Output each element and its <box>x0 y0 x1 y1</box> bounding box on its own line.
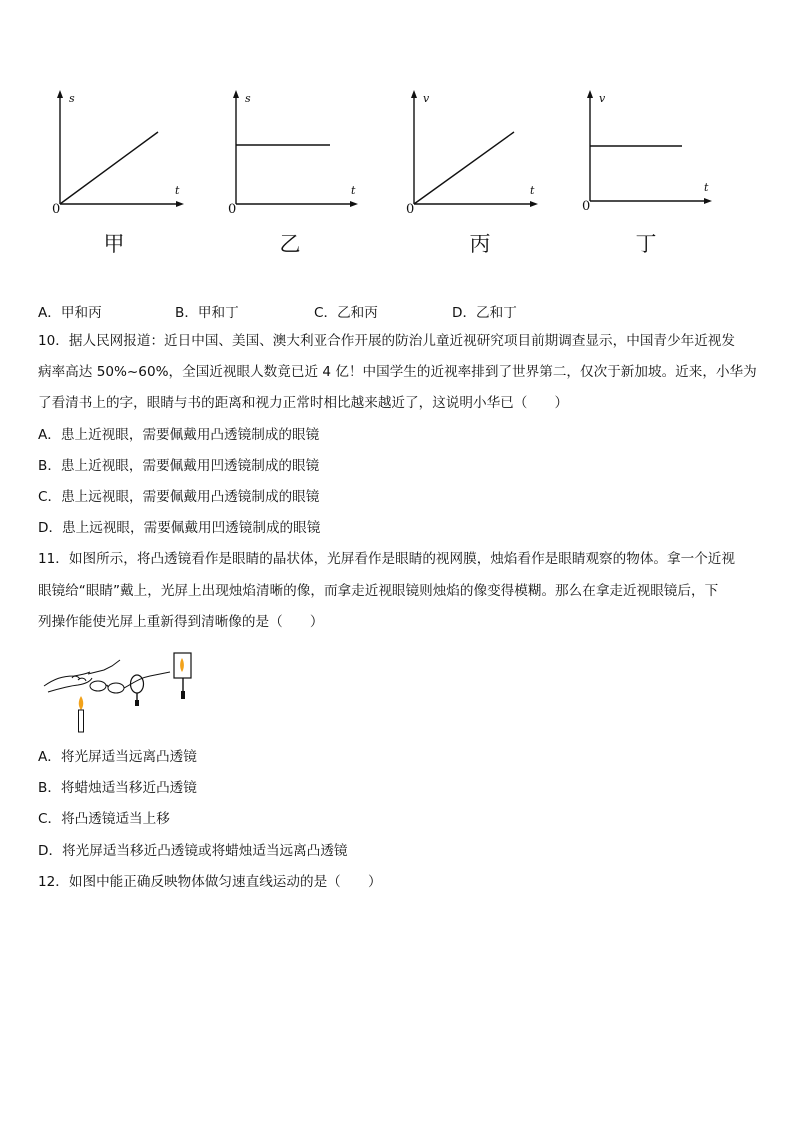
q10-stem-line-2: 病率高达 50%~60%，全国近视眼人数竟已近 4 亿！中国学生的近视率排到了世界第二，仅次于新加坡。近来，小华为 <box>38 364 757 380</box>
q10-stem-line-3: 了看清书上的字，眼睛与书的距离和视力正常时相比越来越近了，这说明小华已（ ） <box>38 395 569 411</box>
q11-option-a: A．将光屏适当远离凸透镜 <box>38 749 197 765</box>
graph-jia <box>48 88 198 258</box>
graph-ding-caption: 丁 <box>635 232 657 256</box>
glasses-arm <box>88 660 120 674</box>
candle-icon <box>79 710 84 732</box>
q10-option-d: D．患上远视眼，需要佩戴用凹透镜制成的眼镜 <box>38 520 321 536</box>
q11-stem-line-2: 眼镜给“眼睛”戴上，光屏上出现烛焰清晰的像，而拿走近视眼镜则烛焰的像变得模糊。那么在拿走近视眼镜后，下 <box>38 583 719 599</box>
convex-lens-icon <box>131 675 144 693</box>
graph-yi-origin: 0 <box>228 202 237 217</box>
graph-jia-y-label: s <box>69 92 75 105</box>
graph-jia-axes <box>48 88 198 218</box>
q10-stem-line-1: 10．据人民网报道：近日中国、美国、澳大利亚合作开展的防治儿童近视研究项目前期调查显示，中国青少年近视发 <box>38 333 735 349</box>
graph-bing <box>402 88 552 258</box>
graph-ding-origin: 0 <box>582 199 591 214</box>
graph-bing-line <box>414 132 514 204</box>
q9-option-d: D．乙和丁 <box>452 305 517 321</box>
q11-option-c: C．将凸透镜适当上移 <box>38 811 170 827</box>
q10-option-a: A．患上近视眼，需要佩戴用凸透镜制成的眼镜 <box>38 427 320 443</box>
q11-stem-line-3: 列操作能使光屏上重新得到清晰像的是（ ） <box>38 614 324 630</box>
q11-option-d: D．将光屏适当移近凸透镜或将蜡烛适当远离凸透镜 <box>38 843 348 859</box>
graph-ding-axes <box>578 88 728 218</box>
q11-option-b: B．将蜡烛适当移近凸透镜 <box>38 780 197 796</box>
graph-bing-y-label: v <box>423 92 430 105</box>
q9-option-b: B．甲和丁 <box>175 305 239 321</box>
eyeglass-lens-left <box>90 681 106 691</box>
graph-bing-x-label: t <box>530 184 535 197</box>
graph-jia-caption: 甲 <box>103 232 125 256</box>
graph-yi-x-label: t <box>351 184 356 197</box>
optics-figure-drawing <box>40 648 210 738</box>
candle-flame-icon <box>79 696 84 710</box>
graph-yi <box>224 88 374 258</box>
graph-jia-line <box>60 132 158 204</box>
q9-option-c: C．乙和丙 <box>314 305 378 321</box>
graph-yi-caption: 乙 <box>279 232 301 256</box>
graph-ding-y-label: v <box>599 92 606 105</box>
graph-ding <box>578 88 728 258</box>
q10-option-b: B．患上近视眼，需要佩戴用凹透镜制成的眼镜 <box>38 458 320 474</box>
graph-jia-origin: 0 <box>52 202 61 217</box>
graph-bing-axes <box>402 88 552 218</box>
graph-jia-x-label: t <box>175 184 180 197</box>
eyeglass-lens-right <box>108 683 124 693</box>
q11-stem-line-1: 11．如图所示，将凸透镜看作是眼睛的晶状体，光屏看作是眼睛的视网膜，烛焰看作是眼睛观察的物体。拿一个近视 <box>38 551 735 567</box>
q12-stem: 12．如图中能正确反映物体做匀速直线运动的是（ ） <box>38 874 382 890</box>
q10-option-c: C．患上远视眼，需要佩戴用凸透镜制成的眼镜 <box>38 489 320 505</box>
graph-yi-axes <box>224 88 374 218</box>
graph-yi-y-label: s <box>245 92 251 105</box>
graph-bing-origin: 0 <box>406 202 415 217</box>
q9-option-a: A．甲和丙 <box>38 305 102 321</box>
graph-ding-x-label: t <box>704 181 709 194</box>
graph-bing-caption: 丙 <box>469 232 491 256</box>
optics-experiment-figure <box>40 648 210 738</box>
